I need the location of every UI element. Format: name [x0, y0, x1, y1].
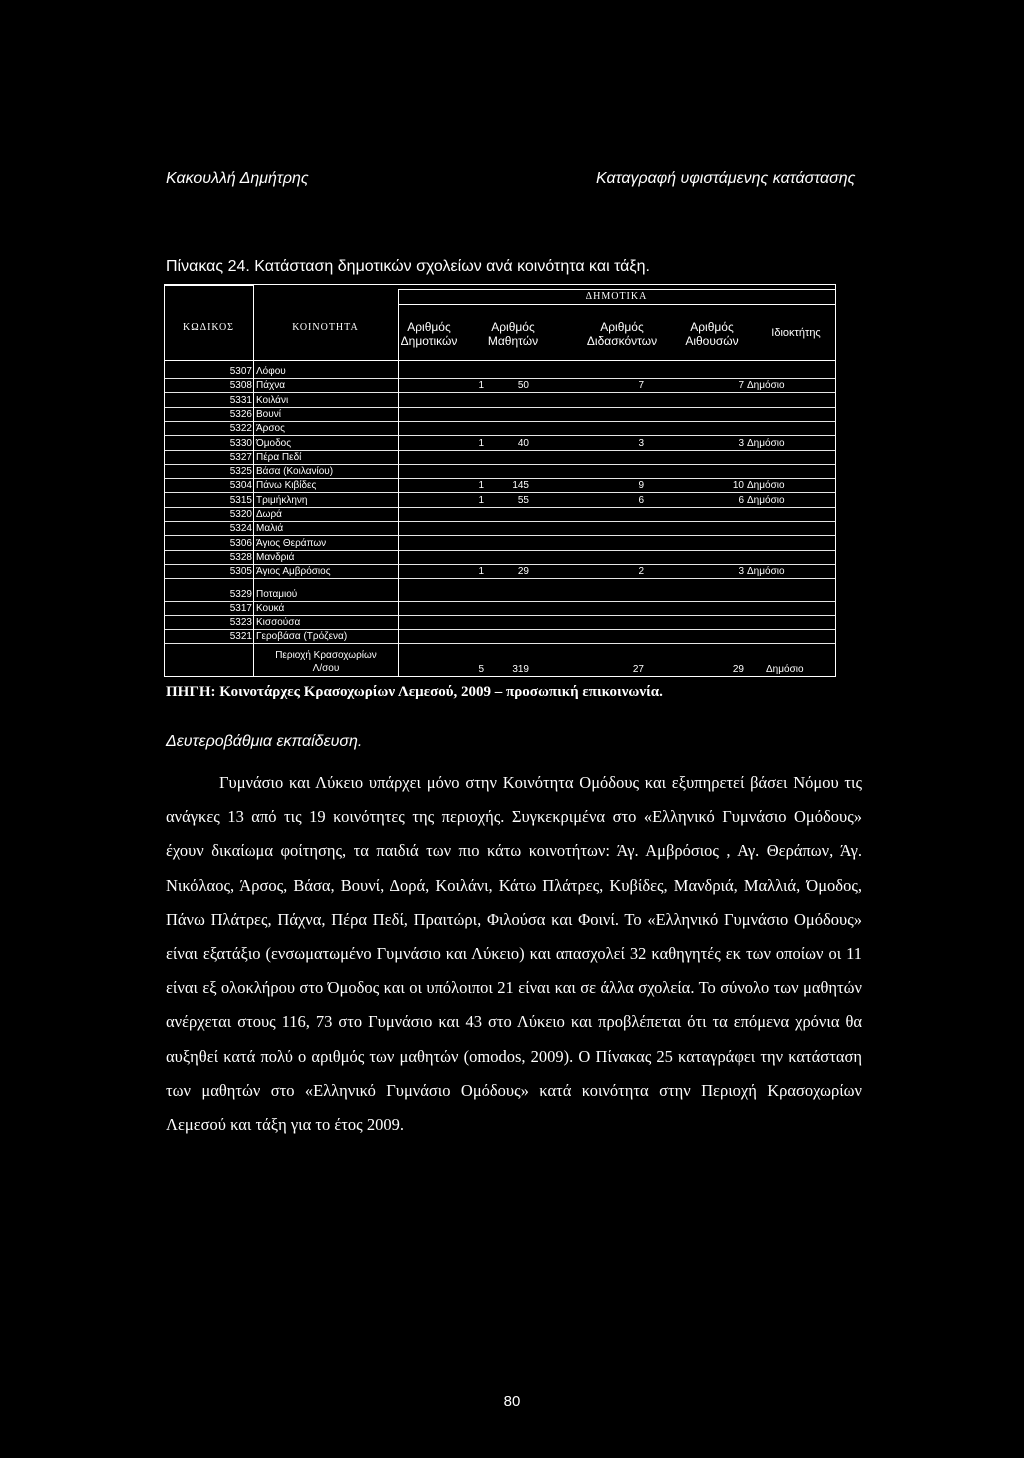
- row-rooms: 10: [732, 480, 744, 492]
- row-owner: Δημόσιο: [747, 566, 785, 578]
- column-header-students: Αριθμός Μαθητών: [487, 320, 539, 348]
- row-code: 5317: [229, 602, 252, 614]
- row-students: 145: [512, 480, 529, 492]
- row-code: 5315: [229, 494, 252, 506]
- column-header-teachers: Αριθμός Διδασκόντων: [586, 320, 658, 348]
- row-code: 5304: [229, 480, 252, 492]
- row-code: 5305: [229, 566, 252, 578]
- column-header-code: ΚΩΔΙΚΟΣ: [183, 322, 234, 333]
- row-code: 5328: [229, 551, 252, 563]
- row-students: 55: [517, 494, 529, 506]
- row-owner: Δημόσιο: [747, 494, 785, 506]
- row-students: 40: [517, 437, 529, 449]
- row-schools: 1: [478, 480, 484, 492]
- total-row-label-1: Περιοχή Κρασοχωρίων: [275, 650, 377, 661]
- row-community: Δωρά: [256, 509, 282, 520]
- column-header-rooms: Αριθμός Αιθουσών: [685, 320, 739, 348]
- total-rooms: 29: [732, 664, 744, 675]
- row-community: Τριμήκληνη: [256, 494, 308, 506]
- section-subheading: Δευτεροβάθμια εκπαίδευση.: [166, 733, 363, 750]
- row-community: Κοιλάνι: [256, 394, 289, 406]
- total-students: 319: [512, 664, 529, 675]
- row-divider: [164, 578, 836, 579]
- row-schools: 1: [478, 566, 484, 578]
- row-community: Πάνω Κιβίδες: [256, 480, 317, 492]
- total-owner: Δημόσιο: [766, 664, 804, 675]
- row-rooms: 3: [738, 437, 744, 449]
- row-community: Λόφου: [256, 366, 286, 377]
- row-community: Άγιος Θεράπων: [256, 537, 327, 549]
- row-owner: Δημόσιο: [747, 380, 785, 392]
- row-code: 5324: [229, 523, 252, 535]
- row-students: 50: [517, 380, 529, 392]
- row-code: 5331: [229, 394, 252, 406]
- row-code: 5327: [229, 451, 252, 463]
- row-code: 5326: [229, 408, 252, 420]
- row-community: Κισσούσα: [256, 617, 301, 629]
- row-owner: Δημόσιο: [747, 437, 785, 449]
- row-owner: Δημόσιο: [747, 480, 785, 492]
- row-divider: [164, 643, 836, 644]
- row-rooms: 6: [738, 494, 744, 506]
- row-code: 5322: [229, 423, 252, 435]
- column-header-schools: Αριθμός Δημοτικών: [400, 320, 458, 348]
- row-rooms: 7: [738, 380, 744, 392]
- group-header: ΔΗΜΟΤΙΚΑ: [585, 291, 648, 302]
- row-code: 5325: [229, 466, 252, 478]
- total-schools: 5: [478, 664, 484, 675]
- row-community: Κουκά: [256, 602, 285, 614]
- table-source: ΠΗΓΗ: Κοινοτάρχες Κρασοχωρίων Λεμεσού, 2009 – προσωπική επικοινωνία.: [166, 684, 663, 700]
- row-community: Άγιος Αμβρόσιος: [256, 566, 331, 578]
- row-community: Γεροβάσα (Τρόζενα): [256, 631, 348, 643]
- column-header-owner: Ιδιοκτήτης: [771, 327, 821, 339]
- row-code: 5308: [229, 380, 252, 392]
- row-community: Βάσα (Κοιλανίου): [256, 466, 334, 478]
- row-teachers: 3: [638, 437, 644, 449]
- row-students: 29: [517, 566, 529, 578]
- row-schools: 1: [478, 380, 484, 392]
- running-header-author: Κακουλλή Δημήτρης: [166, 170, 309, 187]
- row-rooms: 3: [738, 566, 744, 578]
- row-schools: 1: [478, 437, 484, 449]
- row-code: 5321: [229, 631, 252, 643]
- page-number: 80: [503, 1393, 521, 1410]
- row-teachers: 9: [638, 480, 644, 492]
- row-community: Πάχνα: [256, 380, 286, 392]
- row-teachers: 6: [638, 494, 644, 506]
- row-community: Βουνί: [256, 408, 281, 420]
- row-code: 5323: [229, 617, 252, 629]
- row-teachers: 7: [638, 380, 644, 392]
- row-code: 5306: [229, 537, 252, 549]
- column-header-community: ΚΟΙΝΟΤΗΤΑ: [292, 322, 359, 333]
- row-community: Μαλιά: [256, 523, 284, 535]
- row-community: Όμοδος: [256, 437, 292, 449]
- running-header-title: Καταγραφή υφιστάμενης κατάστασης: [596, 170, 856, 187]
- total-row-label-2: Λ/σου: [312, 663, 340, 674]
- body-paragraph: Γυμνάσιο και Λύκειο υπάρχει μόνο στην Κοινότητα Ομόδους και εξυπηρετεί βάσει Νόμου τις ανάγκες 13 από τις 19 κοινότητες της περιοχής. Συγκεκριμένα στο «Ελληνικό Γυμνάσιο Ομόδους» έχουν δικαίωμα φοίτησης, τα παιδιά των πιο κάτω κοινοτήτων: Άγ. Αμβρόσιος , Αγ. Θεράπων, Άγ. Νικόλαος, Άρσος, Βάσα, Βουνί, Δορά, Κοιλάνι, Κάτω Πλάτρες, Κυβίδες, Μανδριά, Μαλλιά, Όμοδος, Πάνω Πλάτρες, Πάχνα, Πέρα Πεδί, Πραιτώρι, Φιλούσα και Φοινί. Το «Ελληνικό Γυμνάσιο Ομόδους» είναι εξατάξιο (ενσωματωμένο Γυμνάσιο και Λύκειο) και απασχολεί 32 καθηγητές εκ των οποίων οι 11 είναι εξ ολοκλήρου στο Όμοδος και οι υπόλοιποι 21 είναι και σε άλλα σχολεία. Το σύνολο των μαθητών ανέρχεται στους 116, 73 στο Γυμνάσιο και 43 στο Λύκειο και προβλέπεται ότι τα επόμενα χρόνια θα αυξηθεί κατά πολύ ο αριθμός των μαθητών (omodos, 2009). Ο Πίνακας 25 καταγράφει την κατάσταση των μαθητών στο «Ελληνικό Γυμνάσιο Ομόδους» κατά κοινότητα στην Περιοχή Κρασοχωρίων Λεμεσού και τάξη για το έτος 2009.: [166, 773, 862, 1135]
- table-caption: Πίνακας 24. Κατάσταση δημοτικών σχολείων ανά κοινότητα και τάξη.: [166, 258, 650, 275]
- row-community: Μανδριά: [256, 551, 295, 563]
- row-code: 5307: [229, 366, 252, 377]
- row-code: 5330: [229, 437, 252, 449]
- row-teachers: 2: [638, 566, 644, 578]
- row-community: Πέρα Πεδί: [256, 451, 302, 463]
- row-community: Ποταμιού: [256, 588, 298, 600]
- schools-table: [164, 284, 836, 677]
- row-code: 5320: [229, 509, 252, 520]
- row-code: 5329: [229, 588, 252, 600]
- total-teachers: 27: [632, 664, 644, 675]
- row-community: Άρσος: [256, 423, 285, 435]
- row-schools: 1: [478, 494, 484, 506]
